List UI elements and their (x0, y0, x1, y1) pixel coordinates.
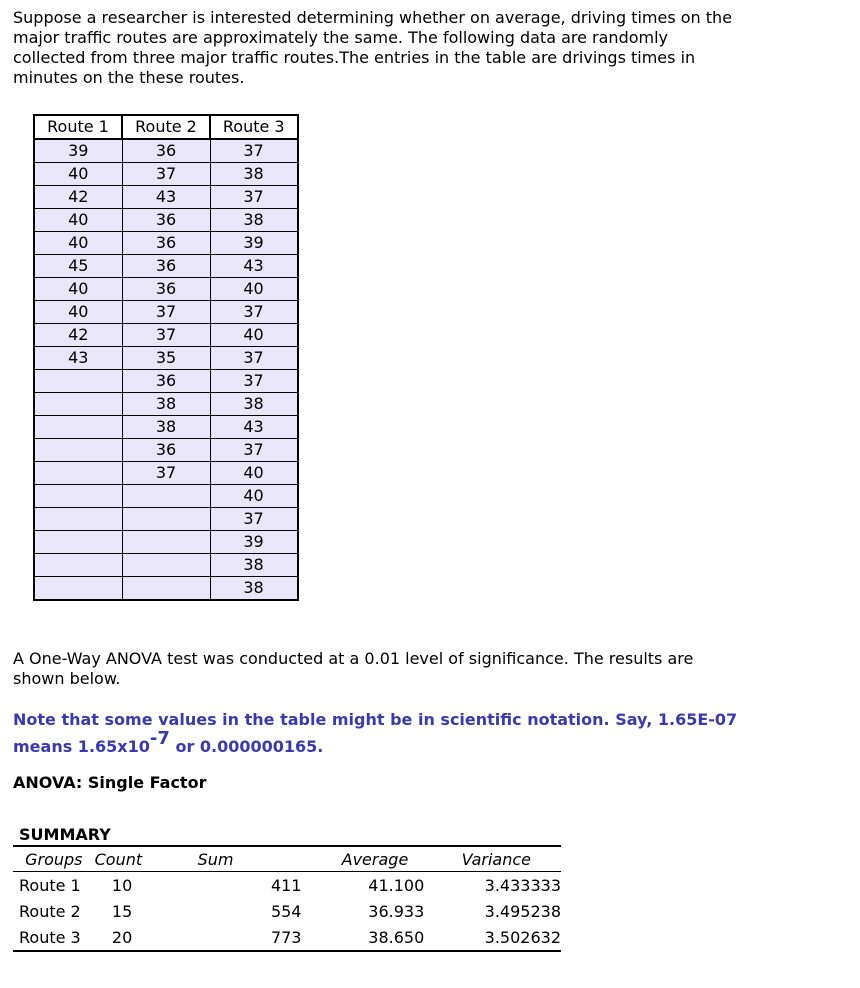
count-cell: 10 (111, 875, 133, 895)
route-1-cell: 40 (34, 232, 122, 255)
group-cell: Route 1 (19, 875, 81, 895)
route-2-cell (122, 554, 210, 577)
count-cell: 15 (111, 901, 133, 921)
note-exponent: -7 (149, 727, 170, 749)
route-1-cell: 45 (34, 255, 122, 278)
route-1-cell (34, 370, 122, 393)
route-table-row (34, 485, 298, 508)
route-2-cell: 36 (122, 370, 210, 393)
route-3-cell: 37 (210, 186, 298, 209)
note-line-2-suffix: or 0.000000165. (169, 737, 324, 756)
route-3-cell: 38 (210, 163, 298, 186)
route-1-cell: 42 (34, 186, 122, 209)
variance-cell: 3.433333 (484, 875, 561, 895)
route-1-cell (34, 531, 122, 554)
average-cell: 38.650 (301, 924, 424, 951)
route-1-cell: 43 (34, 347, 122, 370)
route-table-header-row (34, 115, 298, 139)
route-2-cell: 38 (122, 393, 210, 416)
route-table-body (34, 139, 298, 600)
route-2-cell: 38 (122, 416, 210, 439)
route-3-cell: 37 (210, 139, 298, 163)
route-3-cell: 37 (210, 508, 298, 531)
route-2-cell (122, 508, 210, 531)
route-1-cell (34, 577, 122, 601)
route-table-row (34, 554, 298, 577)
route-3-header: Route 3 (210, 115, 298, 139)
route-3-cell: 38 (210, 209, 298, 232)
route-3-cell: 43 (210, 255, 298, 278)
count-header: Count (95, 846, 150, 872)
variance-header: Variance (424, 846, 561, 872)
note-line-2-prefix: means 1.65x10 (13, 737, 150, 756)
route-1-cell: 40 (34, 163, 122, 186)
route-3-cell: 43 (210, 416, 298, 439)
route-table-row (34, 508, 298, 531)
route-table-row (34, 209, 298, 232)
route-table-row (34, 462, 298, 485)
route-1-cell: 42 (34, 324, 122, 347)
route-table-row (34, 393, 298, 416)
route-table-row (34, 301, 298, 324)
route-table-row (34, 255, 298, 278)
route-table-row (34, 324, 298, 347)
summary-label: SUMMARY (19, 824, 111, 844)
route-1-cell (34, 416, 122, 439)
route-1-cell (34, 554, 122, 577)
route-1-cell (34, 508, 122, 531)
route-2-cell: 37 (122, 462, 210, 485)
route-2-cell: 37 (122, 163, 210, 186)
route-2-cell: 36 (122, 255, 210, 278)
route-2-cell: 36 (122, 209, 210, 232)
average-cell: 36.933 (368, 901, 425, 921)
route-table-row (34, 139, 298, 163)
route-3-cell: 39 (210, 531, 298, 554)
summary-row (13, 872, 561, 899)
summary-table-body (13, 872, 561, 952)
sum-header: Sum (150, 846, 302, 872)
route-3-cell: 37 (210, 347, 298, 370)
summary-header-row (13, 846, 561, 872)
anova-intro-paragraph: A One-Way ANOVA test was conducted at a 0.01 level of significance. The results are shown below. (13, 649, 694, 688)
route-2-cell (122, 531, 210, 554)
route-2-cell: 36 (122, 139, 210, 163)
route-table-row (34, 232, 298, 255)
groups-header: Groups (13, 846, 95, 872)
summary-row (13, 924, 561, 951)
route-2-cell: 36 (122, 278, 210, 301)
route-1-cell: 40 (34, 301, 122, 324)
route-3-cell: 38 (210, 577, 298, 601)
route-1-cell: 39 (34, 139, 122, 163)
summary-table (13, 823, 561, 952)
route-table-row (34, 531, 298, 554)
scientific-notation-note (13, 706, 773, 760)
note-line-1: Note that some values in the table might be in scientific notation. Say, 1.65E-07 (13, 710, 738, 729)
route-table-row (34, 439, 298, 462)
sum-cell: 554 (270, 901, 302, 921)
route-table-row (34, 347, 298, 370)
route-table-row (34, 163, 298, 186)
route-table-row (34, 577, 298, 601)
intro-paragraph: Suppose a researcher is interested determining whether on average, driving times on the major traffic routes are approximately the same. The following data are randomly collected from three major traffic routes.The entries in the table are drivings times in minutes on the these routes. (13, 8, 733, 87)
route-3-cell: 39 (210, 232, 298, 255)
route-table-row (34, 278, 298, 301)
route-2-cell: 37 (122, 324, 210, 347)
route-3-cell: 40 (210, 485, 298, 508)
average-header: Average (301, 846, 424, 872)
route-2-cell: 36 (122, 439, 210, 462)
route-1-cell: 40 (34, 209, 122, 232)
route-3-cell: 40 (210, 278, 298, 301)
route-2-cell (122, 577, 210, 601)
variance-cell: 3.502632 (424, 924, 561, 951)
count-cell: 20 (95, 924, 150, 951)
route-1-cell (34, 439, 122, 462)
route-1-cell (34, 462, 122, 485)
route-1-cell (34, 485, 122, 508)
route-3-cell: 37 (210, 370, 298, 393)
route-1-cell: 40 (34, 278, 122, 301)
group-cell: Route 2 (19, 901, 81, 921)
group-cell: Route 3 (13, 924, 95, 951)
route-2-cell (122, 485, 210, 508)
variance-cell: 3.495238 (484, 901, 561, 921)
route-table-row (34, 370, 298, 393)
route-table-row (34, 416, 298, 439)
route-3-cell: 38 (210, 554, 298, 577)
route-1-cell (34, 393, 122, 416)
anova-title: ANOVA: Single Factor (13, 773, 207, 792)
summary-row (13, 898, 561, 924)
route-2-cell: 43 (122, 186, 210, 209)
route-3-cell: 37 (210, 301, 298, 324)
route-3-cell: 40 (210, 324, 298, 347)
sum-cell: 411 (270, 875, 302, 895)
route-2-header: Route 2 (122, 115, 210, 139)
average-cell: 41.100 (368, 875, 425, 895)
route-2-cell: 36 (122, 232, 210, 255)
route-3-cell: 38 (210, 393, 298, 416)
sum-cell: 773 (150, 924, 302, 951)
route-1-header: Route 1 (34, 115, 122, 139)
route-times-table (33, 114, 299, 601)
route-3-cell: 40 (210, 462, 298, 485)
route-table-row (34, 186, 298, 209)
route-2-cell: 37 (122, 301, 210, 324)
route-2-cell: 35 (122, 347, 210, 370)
route-3-cell: 37 (210, 439, 298, 462)
